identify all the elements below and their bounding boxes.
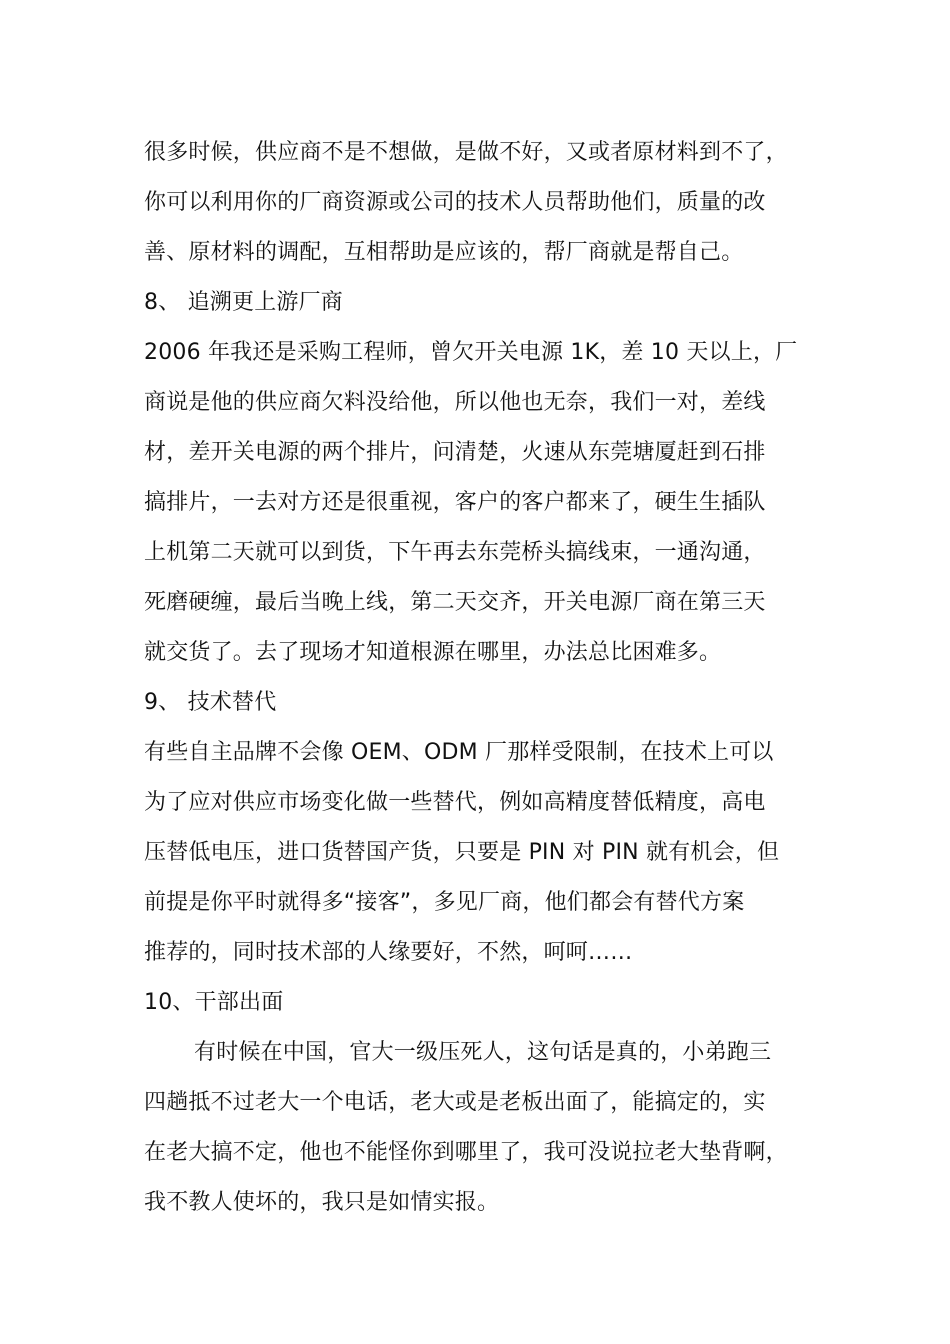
text-line: 为了应对供应市场变化做一些替代，例如高精度替低精度，高电 [144, 790, 766, 815]
text-line: 就交货了。去了现场才知道根源在哪里，办法总比困难多。 [144, 640, 722, 665]
text-line: 在老大搞不定，他也不能怪你到哪里了，我可没说拉老大垫背啊， [144, 1140, 788, 1165]
text-line: 我不教人使坏的，我只是如情实报。 [144, 1190, 500, 1215]
text-line: 推荐的，同时技术部的人缘要好，不然，呵呵…… [144, 940, 633, 965]
text-line: 8、 追溯更上游厂商 [144, 290, 343, 315]
text-line: 前提是你平时就得多“接客”，多见厂商，他们都会有替代方案 [144, 890, 745, 915]
text-line: 你可以利用你的厂商资源或公司的技术人员帮助他们，质量的改 [144, 190, 766, 215]
text-line: 善、原材料的调配，互相帮助是应该的，帮厂商就是帮自己。 [144, 240, 744, 265]
text-line: 搞排片，一去对方还是很重视，客户的客户都来了，硬生生插队 [144, 490, 766, 515]
text-line: 很多时候，供应商不是不想做，是做不好，又或者原材料到不了， [144, 140, 788, 165]
text-line: 9、 技术替代 [144, 690, 277, 715]
text-line: 商说是他的供应商欠料没给他，所以他也无奈，我们一对，差线 [144, 390, 766, 415]
document-body [144, 128, 824, 1228]
text-line: 2006 年我还是采购工程师，曾欠开关电源 1K，差 10 天以上，厂 [144, 340, 798, 365]
text-line: 有时候在中国，官大一级压死人，这句话是真的，小弟跑三 [194, 1040, 772, 1065]
text-line: 压替低电压，进口货替国产货，只要是 PIN 对 PIN 就有机会，但 [144, 840, 780, 865]
text-line: 四趟抵不过老大一个电话，老大或是老板出面了，能搞定的，实 [144, 1090, 766, 1115]
text-line: 死磨硬缠，最后当晚上线，第二天交齐，开关电源厂商在第三天 [144, 590, 766, 615]
text-line: 有些自主品牌不会像 OEM、ODM 厂那样受限制，在技术上可以 [144, 740, 774, 765]
text-line: 材，差开关电源的两个排片，问清楚，火速从东莞塘厦赶到石排 [144, 440, 766, 465]
text-line: 上机第二天就可以到货，下午再去东莞桥头搞线束，一通沟通， [144, 540, 766, 565]
text-line: 10、干部出面 [144, 990, 284, 1015]
